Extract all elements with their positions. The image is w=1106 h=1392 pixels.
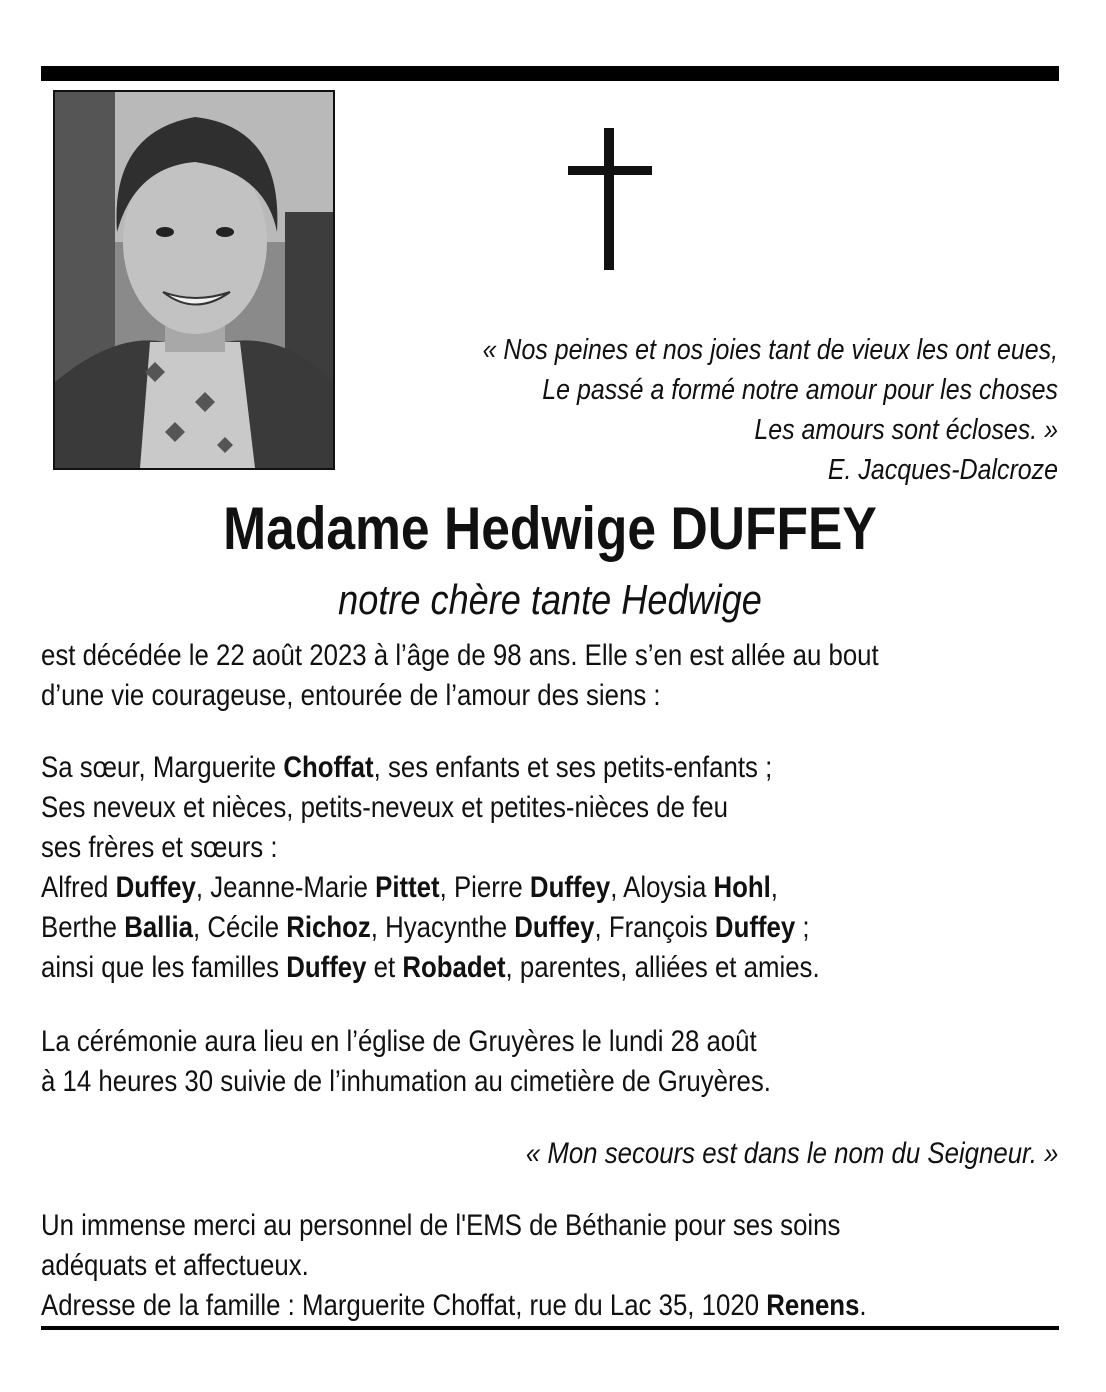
thanks-line: Un immense merci au personnel de l'EMS de Béthanie pour ses soins [41, 1209, 841, 1242]
thanks-line: adéquats et affectueux. [41, 1249, 309, 1282]
cross-icon [568, 128, 652, 270]
poem-line: Les amours sont écloses. » [754, 414, 1058, 446]
family-line: Berthe Ballia, Cécile Richoz, Hyacynthe Duffey, François Duffey ; [41, 911, 810, 944]
ceremony-line: La cérémonie aura lieu en l’église de Gruyères le lundi 28 août [41, 1025, 757, 1058]
intro-line: d’une vie courageuse, entourée de l’amour des siens : [41, 679, 661, 712]
bottom-rule [41, 1326, 1059, 1330]
family-line: Alfred Duffey, Jeanne-Marie Pittet, Pierre Duffey, Aloysia Hohl, [41, 871, 778, 904]
family-address: Adresse de la famille : Marguerite Choffat, rue du Lac 35, 1020 Renens. [41, 1289, 867, 1322]
deceased-subtitle: notre chère tante Hedwige [338, 576, 762, 623]
family-line: ainsi que les familles Duffey et Robadet, parentes, alliées et amies. [41, 951, 820, 984]
intro-line: est décédée le 22 août 2023 à l’âge de 98 ans. Elle s’en est allée au bout [41, 639, 879, 672]
deceased-name: Madame Hedwige DUFFEY [223, 495, 877, 562]
announcement-body [41, 636, 1059, 1326]
family-line: Sa sœur, Marguerite Choffat, ses enfants et ses petits-enfants ; [41, 751, 773, 784]
poem-line: Le passé a formé notre amour pour les choses [542, 374, 1058, 406]
poem-author: E. Jacques-Dalcroze [827, 454, 1058, 486]
poem-line: « Nos peines et nos joies tant de vieux les ont eues, [482, 334, 1058, 366]
family-line: Ses neveux et nièces, petits-neveux et petites-nièces de feu [41, 791, 728, 824]
portrait-photo [53, 90, 335, 470]
top-rule [41, 66, 1059, 81]
ceremony-line: à 14 heures 30 suivie de l’inhumation au cimetière de Gruyères. [41, 1065, 771, 1098]
family-line: ses frères et sœurs : [41, 831, 278, 864]
motto-quote: « Mon secours est dans le nom du Seigneur. » [525, 1137, 1059, 1170]
poem-quote [456, 330, 1058, 490]
